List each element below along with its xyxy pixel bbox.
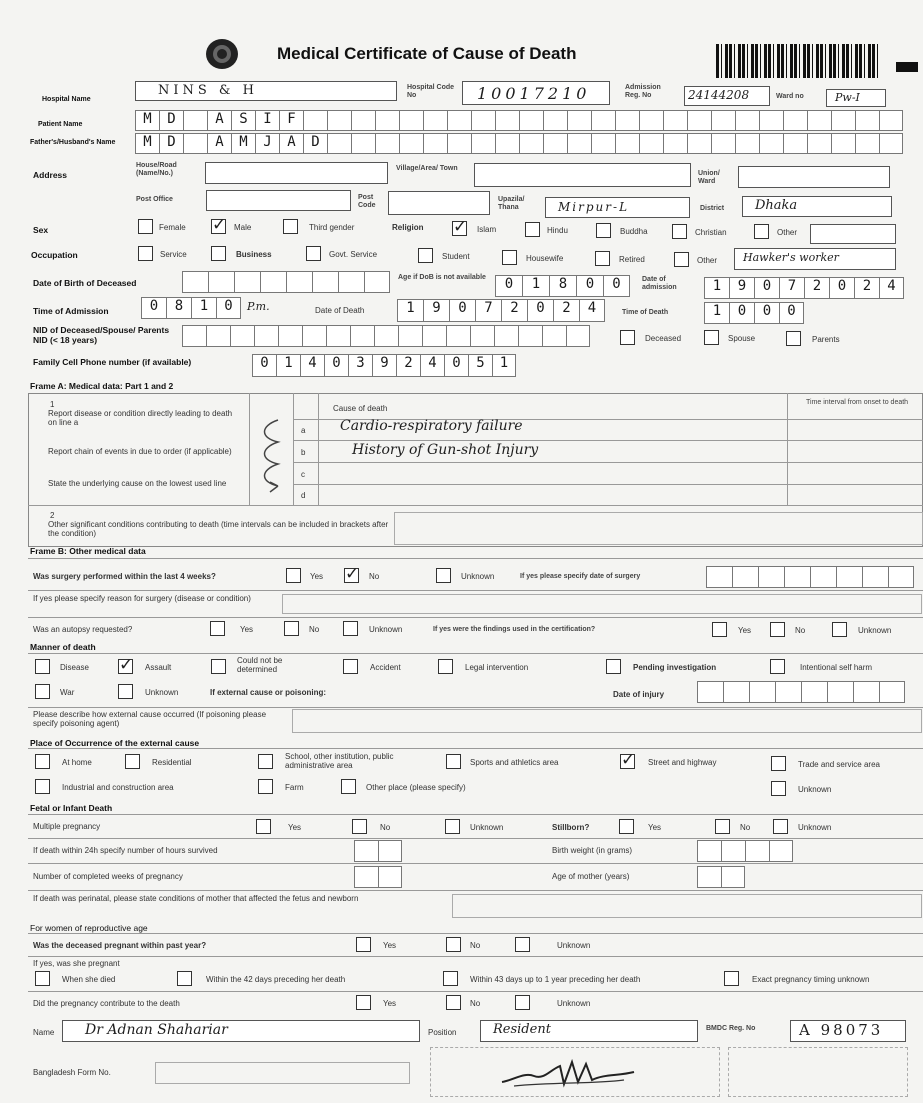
patient-name-label: Patient Name	[38, 121, 83, 128]
place-industrial-checkbox[interactable]	[35, 779, 50, 794]
surgery-unknown-checkbox[interactable]	[436, 568, 451, 583]
tod-cells[interactable]: 1 0 0 0	[704, 302, 804, 324]
within42-label: Within the 42 days preceding her death	[206, 975, 346, 984]
birth-weight-cells[interactable]	[697, 840, 793, 862]
religion-christian-label: Christian	[695, 228, 727, 237]
stillborn-no-checkbox[interactable]	[715, 819, 730, 834]
occ-housewife-label: Housewife	[526, 254, 564, 263]
contribute-no-label: No	[470, 999, 481, 1008]
place-other-label: Other place (please specify)	[366, 783, 466, 792]
place-home-label: At home	[62, 758, 92, 767]
dod-label: Date of Death	[315, 306, 365, 315]
age-digit: 1	[522, 275, 549, 297]
religion-other-field[interactable]	[810, 224, 896, 244]
place-trade-label: Trade and service area	[798, 760, 880, 769]
religion-islam-checkbox[interactable]	[452, 221, 467, 236]
autopsy-no-checkbox[interactable]	[284, 621, 299, 636]
manner-line	[28, 653, 923, 654]
manner-assault-label: Assault	[145, 663, 172, 672]
religion-hindu-label: Hindu	[547, 226, 568, 235]
exact-timing-label: Exact pregnancy timing unknown	[752, 975, 870, 984]
weeks-pregnancy-label: Number of completed weeks of pregnancy	[33, 872, 183, 881]
frame-b-title: Frame B: Other medical data	[30, 546, 146, 556]
admission-reg-label: Admission Reg. No	[625, 84, 661, 99]
hours-survived-cells[interactable]	[354, 840, 402, 862]
father-name-label: Father's/Husband's Name	[30, 139, 116, 146]
fetal-line	[28, 890, 923, 891]
sex-third-checkbox[interactable]	[283, 219, 298, 234]
occ-service-checkbox[interactable]	[138, 246, 153, 261]
contribute-yes-label: Yes	[383, 999, 397, 1008]
frame-a-num1: 1	[50, 400, 55, 409]
sex-female-label: Female	[159, 223, 186, 232]
occ-govt-checkbox[interactable]	[306, 246, 321, 261]
place-farm-label: Farm	[285, 783, 304, 792]
fetal-line	[28, 814, 923, 815]
occ-student-checkbox[interactable]	[418, 248, 433, 263]
manner-disease-checkbox[interactable]	[35, 659, 50, 674]
post-office-field[interactable]	[206, 190, 351, 211]
multiple-yes-label: Yes	[288, 823, 302, 832]
chain-arrows-icon	[258, 416, 288, 500]
post-office-label: Post Office	[136, 196, 173, 203]
frame-b-line	[28, 590, 923, 591]
frame-a-divider	[249, 393, 250, 505]
mother-age-label: Age of mother (years)	[552, 872, 630, 881]
patient-name-cells[interactable]: M D A S I F	[135, 110, 903, 131]
frame-a-row-line	[293, 462, 923, 463]
pregnant-no-label: No	[470, 941, 481, 950]
religion-label: Religion	[392, 223, 424, 232]
ward-label: Ward no	[776, 93, 804, 100]
contribute-yes-checkbox[interactable]	[356, 995, 371, 1010]
religion-christian-checkbox[interactable]	[672, 224, 687, 239]
external-cause-label: If external cause or poisoning:	[210, 688, 327, 697]
within43-label: Within 43 days up to 1 year preceding her death	[470, 975, 641, 984]
findings-yes-label: Yes	[738, 626, 752, 635]
autopsy-question: Was an autopsy requested?	[33, 625, 133, 634]
place-street-checkbox[interactable]	[620, 754, 635, 769]
occ-business-label: Business	[236, 250, 272, 259]
union-field[interactable]	[738, 166, 890, 188]
frame-a-row-line	[293, 440, 923, 441]
frame-b-line	[28, 617, 923, 618]
stillborn-unknown-checkbox[interactable]	[773, 819, 788, 834]
sex-male-label: Male	[234, 223, 252, 232]
post-code-field[interactable]	[388, 191, 490, 215]
phone-cells[interactable]: 0 1 4 0 3 9 2 4 0 5 1	[252, 354, 516, 377]
multiple-no-checkbox[interactable]	[352, 819, 367, 834]
district-label: District	[700, 205, 725, 212]
findings-unknown-label: Unknown	[858, 626, 892, 635]
stillborn-yes-label: Yes	[648, 823, 662, 832]
place-industrial-label: Industrial and construction area	[62, 783, 174, 792]
position-label: Position	[428, 1028, 457, 1037]
within42-checkbox[interactable]	[177, 971, 192, 986]
frame-a-title: Frame A: Medical data: Part 1 and 2	[30, 381, 174, 391]
age-digit: 0	[603, 275, 630, 297]
manner-unknown-label: Unknown	[145, 688, 179, 697]
place-street-label: Street and highway	[648, 758, 717, 767]
findings-no-label: No	[795, 626, 806, 635]
weeks-pregnancy-cells[interactable]	[354, 866, 402, 888]
cause-letter: a	[301, 426, 306, 435]
religion-other-checkbox[interactable]	[754, 224, 769, 239]
cause-letter: d	[301, 491, 306, 500]
occ-other-label: Other	[697, 256, 718, 265]
manner-pending-checkbox[interactable]	[606, 659, 621, 674]
surgery-reason-label: If yes please specify reason for surgery (disease or condition)	[33, 594, 251, 603]
doctor-name-field[interactable]: Dr Adnan Shahariar	[62, 1020, 420, 1042]
mother-age-cells[interactable]	[697, 866, 745, 888]
pregnant-yes-checkbox[interactable]	[356, 937, 371, 952]
religion-hindu-checkbox[interactable]	[525, 222, 540, 237]
fetal-line	[28, 863, 923, 864]
cause-header: Cause of death	[333, 404, 388, 413]
place-other-checkbox[interactable]	[341, 779, 356, 794]
place-trade-checkbox[interactable]	[771, 756, 786, 771]
cause-letter: c	[301, 470, 305, 479]
multiple-unknown-checkbox[interactable]	[445, 819, 460, 834]
fetal-title: Fetal or Infant Death	[30, 803, 113, 813]
pregnant-question: Was the deceased pregnant within past year?	[33, 941, 207, 950]
pregnant-yes-label: Yes	[383, 941, 397, 950]
manner-self-harm-label: Intentional self harm	[800, 663, 873, 672]
when-died-label: When she died	[62, 975, 116, 984]
multiple-pregnancy-label: Multiple pregnancy	[33, 822, 101, 831]
post-code-label: Post Code	[358, 194, 376, 209]
manner-undetermined-checkbox[interactable]	[211, 659, 226, 674]
manner-accident-checkbox[interactable]	[343, 659, 358, 674]
occ-retired-checkbox[interactable]	[595, 251, 610, 266]
nid-spouse-checkbox[interactable]	[704, 330, 719, 345]
autopsy-findings-label: If yes were the findings used in the certification?	[433, 626, 596, 633]
contribute-no-checkbox[interactable]	[446, 995, 461, 1010]
women-title: For women of reproductive age	[30, 923, 148, 933]
bmdc-label: BMDC Reg. No	[706, 1025, 756, 1032]
seal-area	[728, 1047, 908, 1097]
surgery-no-label: No	[369, 572, 380, 581]
stillborn-unknown-label: Unknown	[798, 823, 832, 832]
multiple-unknown-label: Unknown	[470, 823, 504, 832]
bangladesh-form-label: Bangladesh Form No.	[33, 1068, 111, 1077]
findings-yes-checkbox[interactable]	[712, 622, 727, 637]
district-field[interactable]: Dhaka	[742, 196, 892, 217]
religion-other-label: Other	[777, 228, 798, 237]
age-digit: 8	[549, 275, 576, 297]
stillborn-yes-checkbox[interactable]	[619, 819, 634, 834]
autopsy-unknown-label: Unknown	[369, 625, 403, 634]
place-unknown-label: Unknown	[798, 785, 832, 794]
hospital-code-label: Hospital Code No	[407, 84, 455, 99]
perinatal-field[interactable]	[452, 894, 922, 918]
women-line	[28, 956, 923, 957]
surgery-question: Was surgery performed within the last 4 weeks?	[33, 572, 216, 581]
describe-field[interactable]	[292, 709, 922, 733]
place-title: Place of Occurrence of the external cause	[30, 738, 200, 748]
frame-a-divider	[318, 393, 319, 505]
nid-parents-label: Parents	[812, 335, 840, 344]
nid-parents-checkbox[interactable]	[786, 331, 801, 346]
manner-accident-label: Accident	[370, 663, 401, 672]
within43-checkbox[interactable]	[443, 971, 458, 986]
pregnant-no-checkbox[interactable]	[446, 937, 461, 952]
time-admission-cells[interactable]: 0 8 1 0	[141, 297, 241, 319]
upazila-field[interactable]: Mirpur-L	[545, 197, 690, 218]
surgery-yes-checkbox[interactable]	[286, 568, 301, 583]
surgery-date-cells[interactable]	[706, 566, 914, 588]
occ-service-label: Service	[160, 250, 187, 259]
frame-a-divider	[787, 393, 788, 505]
hours-survived-label: If death within 24h specify number of hours survived	[33, 846, 218, 855]
stillborn-label: Stillborn?	[552, 823, 590, 832]
father-name-cells[interactable]: M D A M J A D	[135, 133, 903, 154]
position-field[interactable]: Resident	[480, 1020, 698, 1042]
when-died-checkbox[interactable]	[35, 971, 50, 986]
manner-unknown-checkbox[interactable]	[118, 684, 133, 699]
manner-assault-checkbox[interactable]	[118, 659, 133, 674]
ward-field[interactable]: Pw-I	[826, 89, 886, 107]
place-sports-label: Sports and athletics area	[470, 758, 559, 767]
house-field[interactable]	[205, 162, 388, 184]
occ-govt-label: Govt. Service	[329, 250, 378, 259]
describe-label: Please describe how external cause occurred (If poisoning please specify poisoning agent)	[33, 710, 267, 728]
doctor-name-label: Name	[33, 1028, 55, 1037]
place-school-label: School, other institution, public administrative area	[285, 752, 394, 770]
women-line	[28, 991, 923, 992]
manner-line	[28, 707, 923, 708]
union-label: Union/ Ward	[698, 170, 720, 185]
occ-business-checkbox[interactable]	[211, 246, 226, 261]
other-significant-label: Other significant conditions contributing to death (time intervals can be included in brackets after the condition)	[48, 520, 389, 538]
house-label: House/Road (Name/No.)	[136, 162, 177, 177]
barcode-tail-icon	[896, 62, 918, 72]
surgery-no-checkbox[interactable]	[344, 568, 359, 583]
bmdc-field[interactable]: A 98073	[790, 1020, 906, 1042]
place-line	[28, 748, 923, 749]
nid-deceased-label: Deceased	[645, 334, 682, 343]
manner-undetermined-label: Could not be determined	[237, 656, 283, 674]
village-label: Village/Area/ Town	[396, 165, 458, 172]
occ-other-checkbox[interactable]	[674, 252, 689, 267]
pregnant-unknown-label: Unknown	[557, 941, 591, 950]
village-field[interactable]	[474, 163, 691, 187]
frame-a-row-line	[293, 484, 923, 485]
hospital-name-field[interactable]: NINS & H	[135, 81, 397, 101]
cause-letter: b	[301, 448, 306, 457]
date-injury-label: Date of injury	[613, 690, 665, 699]
religion-islam-label: Islam	[477, 225, 497, 234]
frame-b-line	[28, 558, 923, 559]
sex-male-checkbox[interactable]	[211, 219, 226, 234]
surgery-date-label: If yes please specify date of surgery	[520, 573, 641, 580]
barcode-icon	[716, 44, 881, 78]
frame-a-line3: State the underlying cause on the lowest used line	[48, 479, 227, 488]
birth-weight-label: Birth weight (in grams)	[552, 846, 633, 855]
nid-deceased-checkbox[interactable]	[620, 330, 635, 345]
age-cells[interactable]	[495, 275, 630, 297]
cause-b-value[interactable]: History of Gun-shot Injury	[352, 442, 539, 458]
cause-a-value[interactable]: Cardio-respiratory failure	[340, 418, 523, 434]
manner-title: Manner of death	[30, 642, 96, 652]
admission-reg-field[interactable]: 24144208	[684, 86, 770, 106]
nid-cells[interactable]	[182, 325, 590, 347]
time-admission-label: Time of Admission	[33, 306, 109, 316]
autopsy-no-label: No	[309, 625, 320, 634]
upazila-label: Upazila/ Thana	[498, 196, 525, 211]
dob-cells[interactable]	[182, 271, 390, 293]
occ-other-field[interactable]: Hawker's worker	[734, 248, 896, 270]
findings-unknown-checkbox[interactable]	[832, 622, 847, 637]
contribute-label: Did the pregnancy contribute to the death	[33, 999, 180, 1008]
emblem-icon	[203, 37, 241, 71]
nid-spouse-label: Spouse	[728, 334, 756, 343]
time-admission-ampm: P.m.	[247, 300, 270, 313]
surgery-unknown-label: Unknown	[461, 572, 495, 581]
manner-war-checkbox[interactable]	[35, 684, 50, 699]
surgery-reason-field[interactable]	[282, 594, 922, 614]
autopsy-yes-checkbox[interactable]	[210, 621, 225, 636]
page-title: Medical Certificate of Cause of Death	[277, 44, 577, 63]
autopsy-yes-label: Yes	[240, 625, 254, 634]
nid-label: NID of Deceased/Spouse/ Parents NID (< 18 years)	[33, 325, 170, 345]
bangladesh-form-field[interactable]	[155, 1062, 410, 1084]
religion-buddha-label: Buddha	[620, 227, 648, 236]
address-label: Address	[33, 170, 68, 180]
place-school-checkbox[interactable]	[258, 754, 273, 769]
phone-label: Family Cell Phone number (if available)	[33, 357, 192, 367]
multiple-yes-checkbox[interactable]	[256, 819, 271, 834]
fetal-line	[28, 838, 923, 839]
frame-a-divider	[293, 393, 294, 505]
manner-legal-label: Legal intervention	[465, 663, 529, 672]
place-sports-checkbox[interactable]	[446, 754, 461, 769]
date-injury-cells[interactable]	[697, 681, 905, 703]
women-line	[28, 933, 923, 934]
frame-a-line2: Report chain of events in due to order (if applicable)	[48, 447, 232, 456]
manner-self-harm-checkbox[interactable]	[770, 659, 785, 674]
multiple-no-label: No	[380, 823, 391, 832]
sex-female-checkbox[interactable]	[138, 219, 153, 234]
sex-third-label: Third gender	[309, 223, 355, 232]
surgery-yes-label: Yes	[310, 572, 324, 581]
manner-legal-checkbox[interactable]	[438, 659, 453, 674]
sex-label: Sex	[33, 225, 49, 235]
place-home-checkbox[interactable]	[35, 754, 50, 769]
frame-a-line1: Report disease or condition directly leading to death on line a	[48, 409, 233, 427]
age-label: Age if DoB is not available	[398, 274, 486, 281]
findings-no-checkbox[interactable]	[770, 622, 785, 637]
tod-label: Time of Death	[622, 309, 669, 316]
place-residential-checkbox[interactable]	[125, 754, 140, 769]
manner-war-label: War	[60, 688, 75, 697]
manner-pending-label: Pending investigation	[633, 663, 717, 672]
frame-a-num2: 2	[50, 511, 55, 520]
dod-cells[interactable]: 1 9 0 7 2 0 2 4	[397, 299, 605, 322]
doa-label: Date of admission	[642, 276, 677, 291]
other-significant-field[interactable]	[394, 512, 923, 545]
doa-cells[interactable]: 1 9 0 7 2 0 2 4	[704, 277, 904, 299]
age-digit: 0	[576, 275, 603, 297]
place-unknown-checkbox[interactable]	[771, 781, 786, 796]
perinatal-label: If death was perinatal, please state conditions of mother that affected the fetus and newborn	[33, 894, 359, 903]
manner-disease-label: Disease	[60, 663, 89, 672]
signature-icon	[494, 1052, 644, 1092]
occ-student-label: Student	[442, 252, 470, 261]
hospital-code-field[interactable]: 10017210	[462, 81, 610, 105]
occ-retired-label: Retired	[619, 255, 645, 264]
hospital-name-label: Hospital Name	[42, 96, 91, 103]
if-yes-pregnant-label: If yes, was she pregnant	[33, 959, 120, 968]
place-farm-checkbox[interactable]	[258, 779, 273, 794]
religion-buddha-checkbox[interactable]	[596, 223, 611, 238]
time-interval-header: Time interval from onset to death	[806, 399, 909, 406]
contribute-unknown-checkbox[interactable]	[515, 995, 530, 1010]
stillborn-no-label: No	[740, 823, 751, 832]
occ-housewife-checkbox[interactable]	[502, 250, 517, 265]
pregnant-unknown-checkbox[interactable]	[515, 937, 530, 952]
autopsy-unknown-checkbox[interactable]	[343, 621, 358, 636]
frame-a-row-line	[28, 505, 923, 506]
place-residential-label: Residential	[152, 758, 192, 767]
occupation-label: Occupation	[31, 250, 78, 260]
dob-label: Date of Birth of Deceased	[33, 278, 137, 288]
contribute-unknown-label: Unknown	[557, 999, 591, 1008]
age-digit: 0	[495, 275, 522, 297]
exact-timing-checkbox[interactable]	[724, 971, 739, 986]
